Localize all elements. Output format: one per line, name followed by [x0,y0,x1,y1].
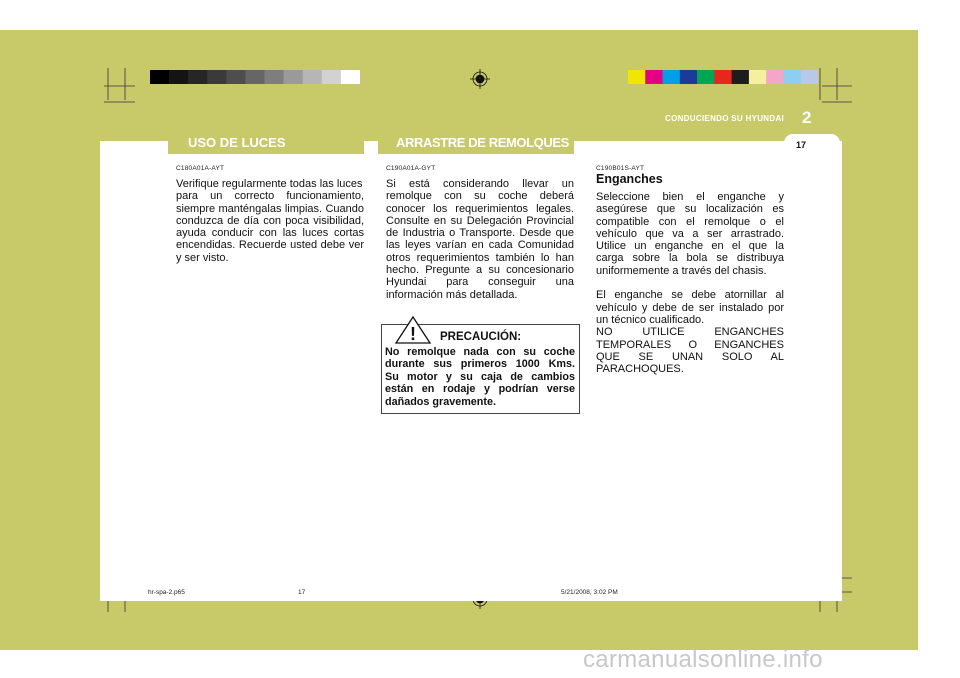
lights-line: encendidas. Recuerde usted debe ver [176,239,364,252]
watermark: carmanualsonline.info [583,646,823,673]
hitches-line: compatible con el remolque o el [596,215,784,228]
caution-title: PRECAUCIÓN: [440,331,522,343]
lights-line: ayuda conducir con las luces cortas [176,227,364,240]
registration-target-top [470,69,490,89]
lights-line: conduzca de día con poca visibilidad, [176,214,364,227]
hitches-line: NO UTILICE ENGANCHES [596,326,784,339]
hitches-line: QUE SE UNAN SOLO AL [596,350,784,363]
towing-body [386,178,574,301]
towing-line: conocer los requerimientos legales. [386,202,574,215]
lights-line: para un correcto funcionamiento, [176,190,364,203]
towing-line: las leyes varían en cada Comunidad [386,239,574,252]
hitches-line: PARACHOQUES. [596,363,684,376]
hitches-line: El enganche se debe atornillar al [596,289,784,302]
warning-triangle-icon [394,315,432,345]
footer-page: 17 [298,589,306,596]
hitches-line [596,277,784,289]
towing-line: remolque con su coche deberá [386,190,574,203]
towing-line: hecho. Pregunte a su concesionario [386,264,574,277]
caution-body [385,346,575,408]
hitches-line: Seleccione bien el enganche y [596,191,784,203]
chapter-title: CONDUCIENDO SU HYUNDAI [665,114,785,123]
hitches-line: vehículo que va a ser arrastrado. [596,227,784,240]
hitches-line: carga sobre la bola se distribuya [596,252,784,265]
chapter-number: 2 [802,108,812,127]
caution-line: durante sus primeros 1000 Kms. [385,358,575,371]
hitches-line: un técnico cualificado. [596,313,705,326]
towing-line: Hyundai para conseguir una [386,276,574,289]
hitches-line: vehículo y debe de ser instalado por [596,301,784,314]
lights-body [176,178,364,264]
lights-line: y ser visto. [176,251,229,264]
caution-line: No remolque nada con su coche [385,346,575,358]
towing-line: otros requerimientos también lo han [386,251,574,264]
footer-datetime: 5/21/2008, 3:02 PM [561,589,618,596]
caution-line: Su motor y su caja de cambios [385,370,575,383]
hitches-body [596,191,784,375]
section-code-towing: C190A01A-GYT [386,165,436,172]
header-lights-text: USO DE LUCES [188,135,286,150]
page-number-tab [784,134,840,152]
towing-line: información más detallada. [386,288,518,301]
towing-line: de Industria o Transporte. Desde que [386,227,574,240]
header-towing-text: ARRASTRE DE REMOLQUES [396,135,569,150]
header-lights [168,130,364,154]
hitches-line: Utilice un enganche en el que la [596,240,784,253]
section-code-lights: C180A01A-AYT [176,165,225,172]
lights-line: Verifique regularmente todas las luces [176,178,363,190]
towing-line: Consulte en su Delegación Provincial [386,214,574,227]
caution-line: dañados gravemente. [385,395,497,408]
hitches-line: uniformemente a través del chasis. [596,264,767,277]
section-code-hitches: C190B01S-AYT [596,165,645,172]
hitches-title: Enganches [596,172,663,186]
warning-exclamation: ! [410,324,416,344]
page-number: 17 [796,140,807,150]
hitches-line: asegúrese que su localización es [596,203,784,216]
caution-box [381,324,580,414]
caution-line: están en rodaje y podrían verse [385,383,575,396]
towing-line: Si está considerando llevar un [386,178,574,190]
header-towing [378,130,574,154]
hitches-line: TEMPORALES O ENGANCHES [596,338,784,351]
lights-line: siempre manténgalas limpias. Cuando [176,202,364,215]
footer-filename: hr-spa-2.p65 [148,589,185,596]
